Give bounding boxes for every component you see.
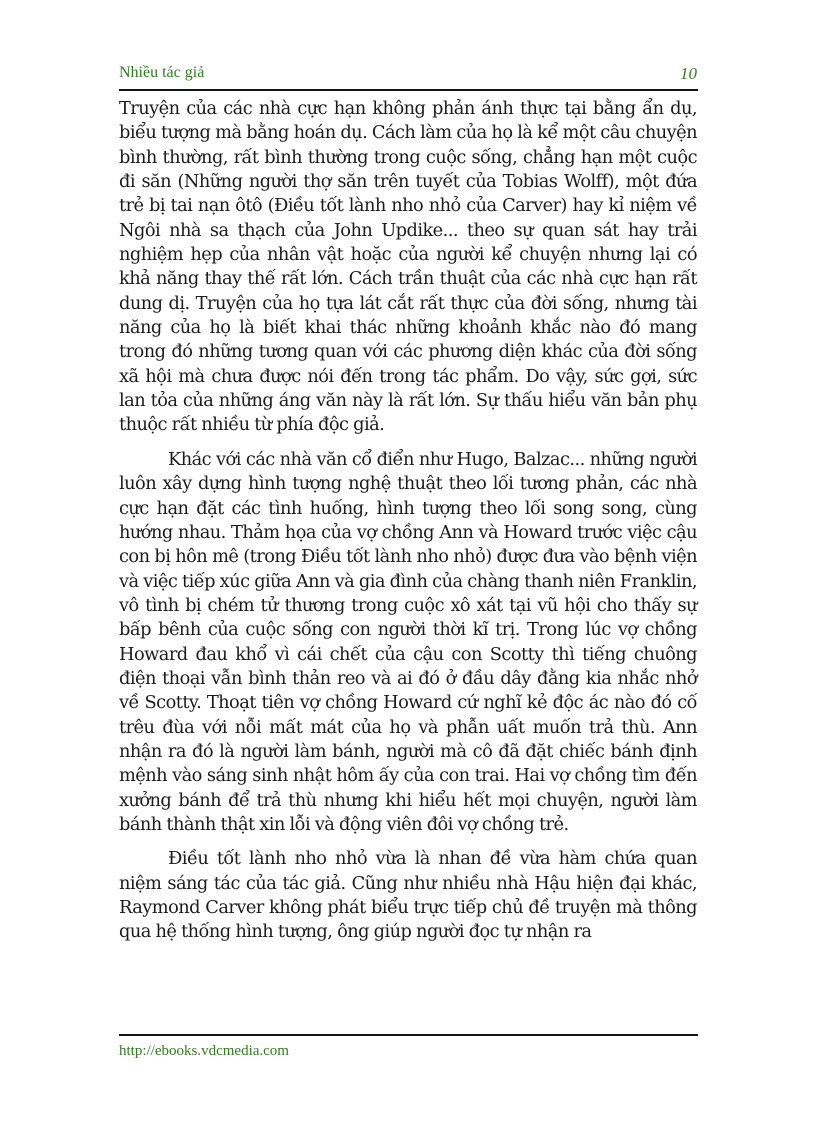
document-body (119, 97, 697, 955)
page-number: 10 (680, 64, 697, 83)
paragraph: Điều tốt lành nho nhỏ vừa là nhan đề vừa hàm chứa quan niệm sáng tác của tác giả. Cũng như nhiều nhà Hậu hiện đại khác, Raymond Carver không phát biểu trực tiếp chủ đề truyện mà thông qua hệ thống hình tượng, ông giúp người đọc tự nhận ra (119, 848, 697, 943)
footer-link[interactable]: http://ebooks.vdcmedia.com (119, 1043, 289, 1059)
header-divider (119, 89, 698, 91)
page-header (119, 64, 697, 86)
paragraph: Truyện của các nhà cực hạn không phản ánh thực tại bằng ẩn dụ, biểu tượng mà bằng hoán dụ. Cách làm của họ là kể một câu chuyện bình thường, rất bình thường trong cuộc sống, chẳng hạn một cuộc đi săn (Những người thợ săn trên tuyết của Tobias Wolff), một đứa trẻ bị tai nạn ôtô (Điều tốt lành nho nhỏ của Carver) hay kỉ niệm về Ngôi nhà sa thạch của John Updike... theo sự quan sát hay trải nghiệm hẹp của nhân vật hoặc của người kể chuyện nhưng lại có khả năng thay thế rất lớn. Cách trần thuật của các nhà cực hạn rất dung dị. Truyện của họ tựa lát cắt rất thực của đời sống, nhưng tài năng của họ là biết khai thác những khoảnh khắc nào đó mang trong đó những tương quan với các phương diện khác của đời sống xã hội mà chưa được nói đến trong tác phẩm. Do vậy, sức gợi, sức lan tỏa của những áng văn này là rất lớn. Sự thấu hiểu văn bản phụ thuộc rất nhiều từ phía độc giả. (119, 98, 697, 436)
book-author-header: Nhiều tác giả (119, 64, 205, 81)
footer-divider (119, 1034, 698, 1036)
paragraph: Khác với các nhà văn cổ điển như Hugo, Balzac... những người luôn xây dựng hình tượng nghệ thuật theo lối tương phản, các nhà cực hạn đặt các tình huống, hình tượng theo lối song song, cùng hướng nhau. Thảm họa của vợ chồng Ann và Howard trước việc cậu con bị hôn mê (trong Điều tốt lành nho nhỏ) được đưa vào bệnh viện và việc tiếp xúc giữa Ann và gia đình của chàng thanh niên Franklin, vô tình bị chém tử thương trong cuộc xô xát tại vũ hội cho thấy sự bấp bênh của cuộc sống con người thời kĩ trị. Trong lúc vợ chồng Howard đau khổ vì cái chết của cậu con Scotty thì tiếng chuông điện thoại vẫn bình thản reo và ai đó ở đầu dây đằng kia nhắc nhở về Scotty. Thoạt tiên vợ chồng Howard cứ nghĩ kẻ độc ác nào đó cố trêu đùa với nỗi mất mát của họ và phẫn uất muốn trả thù. Ann nhận ra đó là người làm bánh, người mà cô đã đặt chiếc bánh định mệnh vào sáng sinh nhật hôm ấy của con trai. Hai vợ chồng tìm đến xưởng bánh để trả thù nhưng khi hiểu hết mọi chuyện, người làm bánh thành thật xin lỗi và động viên đôi vợ chồng trẻ. (119, 448, 697, 835)
